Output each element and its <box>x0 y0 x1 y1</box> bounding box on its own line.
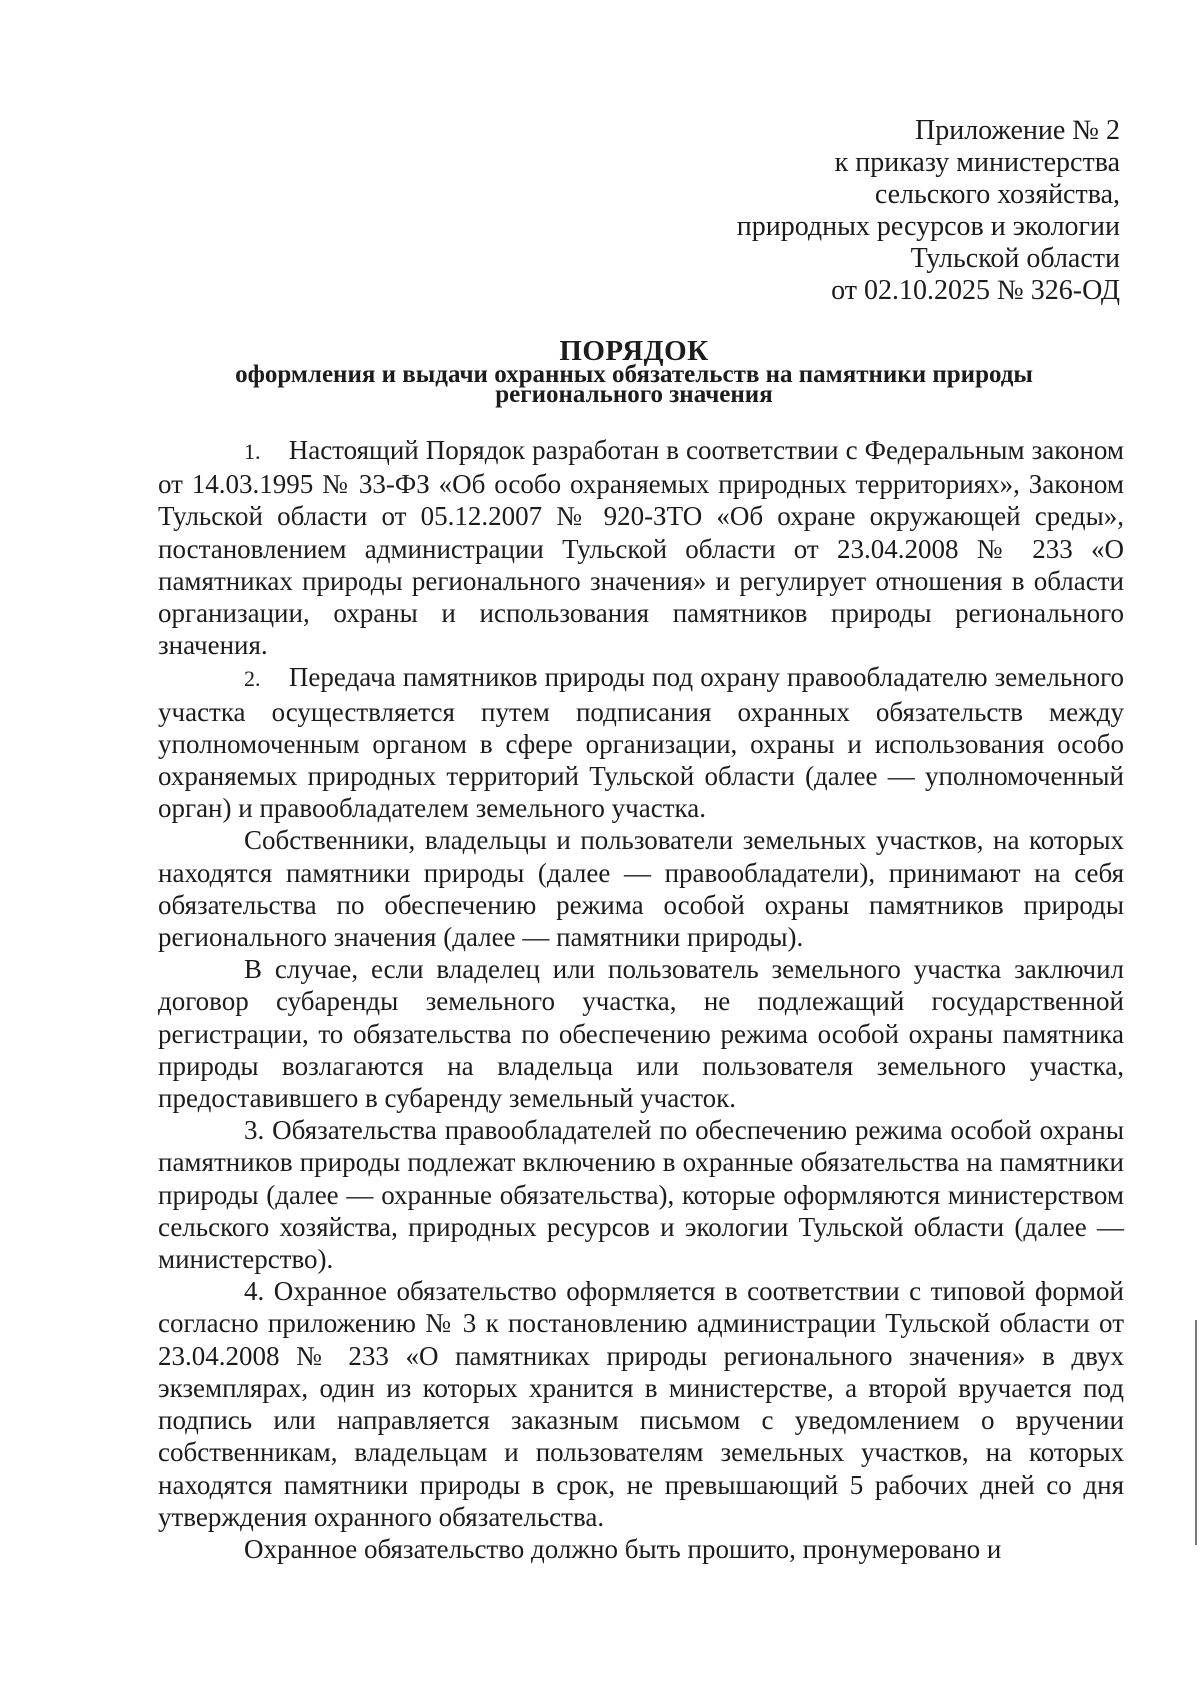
paragraph-2 <box>158 661 1124 824</box>
document-body <box>158 434 1124 1565</box>
paragraph-3: Собственники, владельцы и пользователи земельных участков, на которых находятся памятники природы (далее — правообладатели), принимают на себя обязательства по обеспечению режима особой охраны памятников природы регионального значения (далее — памятники природы). <box>158 825 1124 953</box>
paragraph-text: Передача памятников природы под охрану правообладателю земельного участка осуществляется путем подписания охранных обязательств между уполномоченным органом в сфере организации, охраны и использования особо охраняемых природных территорий Тульской области (далее — уполномоченный орган) и правообладателем земельного участка. <box>158 662 1124 824</box>
paragraph-4: В случае, если владелец или пользователь земельного участка заключил договор субаренды земельного участка, не подлежащий государственной регистрации, то обязательства по обеспечению режима особой охраны памятника природы возлагаются на владельца или пользователя земельного участка, предоставившего в субаренду земельный участок. <box>158 954 1124 1114</box>
appendix-number: Приложение № 2 <box>915 115 1120 146</box>
title-main: ПОРЯДОК <box>559 335 709 367</box>
paragraph-number: 2. <box>244 666 261 692</box>
paragraph-7: Охранное обязательство должно быть прошито, пронумеровано и <box>244 1533 1002 1564</box>
appendix-order-date: от 02.10.2025 № 326-ОД <box>831 275 1120 306</box>
appendix-ministry-line-1: сельского хозяйства, <box>874 179 1120 210</box>
appendix-header <box>600 115 1120 307</box>
paragraph-text: Настоящий Порядок разработан в соответствии с Федеральным законом от 14.03.1995 № 33-ФЗ «Об особо охраняемых природных территориях», Законом Тульской области от 05.12.2007 № 920-ЗТО «Об охране окружающей среды», постановлением администрации Тульской области от 23.04.2008 № 233 «О памятниках природы регионального значения» и регулирует отношения в области организации, охраны и использования памятников природы регионального значения. <box>158 435 1125 661</box>
appendix-ministry-line-2: природных ресурсов и экологии <box>736 211 1120 242</box>
paragraph-5: 3. Обязательства правообладателей по обеспечению режима особой охраны памятников природы подлежат включению в охранные обязательства на памятники природы (далее — охранные обязательства), которые оформляются министерством сельского хозяйства, природных ресурсов и экологии Тульской области (далее — министерство). <box>158 1115 1124 1275</box>
paragraph-number: 1. <box>244 439 261 464</box>
appendix-region: Тульской области <box>910 243 1120 274</box>
title-subtitle-line-2: регионального значения <box>495 381 773 408</box>
appendix-order-ref: к приказу министерства <box>834 147 1120 178</box>
paragraph-6: 4. Охранное обязательство оформляется в соответствии с типовой формой согласно приложению № 3 к постановлению администрации Тульской области от 23.04.2008 № 233 «О памятниках природы регионального значения» в двух экземплярах, один из которых хранится в министерстве, а второй вручается под подпись или направляется заказным письмом с уведомлением о вручении собственникам, владельцам и пользователям земельных участков, на которых находятся памятники природы в срок, не превышающий 5 рабочих дней со дня утверждения охранного обязательства. <box>158 1276 1124 1532</box>
paragraph-1 <box>158 434 1124 661</box>
document-title <box>150 335 1118 408</box>
title-subtitle-line-1: оформления и выдачи охранных обязательств на памятники природы <box>235 361 1033 388</box>
scan-edge-line <box>1195 1320 1197 1545</box>
